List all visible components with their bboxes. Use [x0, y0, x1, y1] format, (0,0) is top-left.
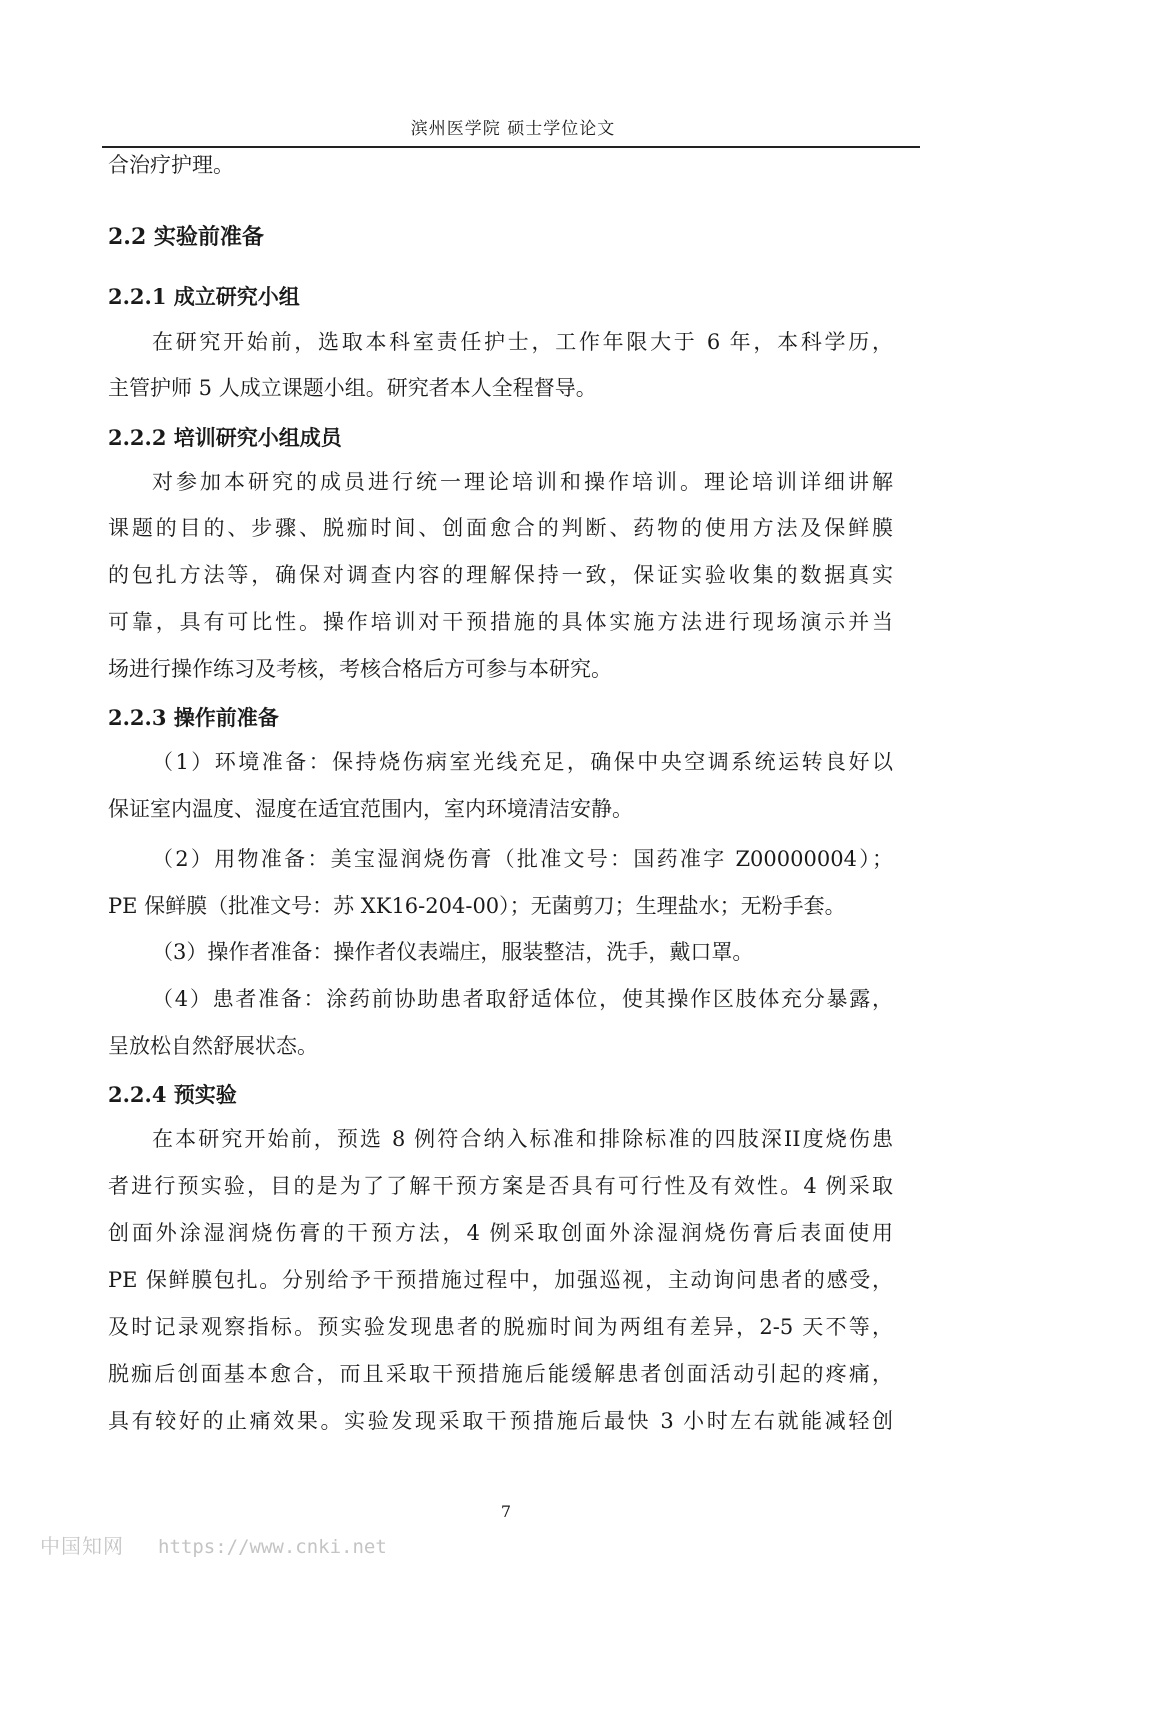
paragraph-line: （3）操作者准备：操作者仪表端庄，服装整洁，洗手，戴口罩。 — [152, 940, 754, 964]
paragraph-line: 在研究开始前，选取本科室责任护士，工作年限大于 6 年，本科学历， — [152, 330, 893, 354]
paragraph-line: 及时记录观察指标。预实验发现患者的脱痂时间为两组有差异，2-5 天不等， — [108, 1315, 893, 1339]
watermark-url: https://www.cnki.net — [158, 1536, 387, 1558]
paragraph-line: 脱痂后创面基本愈合，而且采取干预措施后能缓解患者创面活动引起的疼痛， — [108, 1362, 893, 1386]
paragraph-line: 保证室内温度、湿度在适宜范围内，室内环境清洁安静。 — [108, 797, 633, 821]
paragraph-line: 的包扎方法等，确保对调查内容的理解保持一致，保证实验收集的数据真实 — [108, 563, 893, 587]
section-heading-2-2-3: 2.2.3 操作前准备 — [108, 705, 279, 730]
paragraph-line: （2）用物准备：美宝湿润烧伤膏（批准文号：国药准字 Z00000004）； — [152, 847, 893, 871]
cnki-watermark — [40, 1530, 387, 1559]
section-heading-2-2: 2.2 实验前准备 — [108, 224, 264, 250]
paragraph-line: 者进行预实验，目的是为了了解干预方案是否具有可行性及有效性。4 例采取 — [108, 1174, 893, 1198]
paragraph-line: 课题的目的、步骤、脱痂时间、创面愈合的判断、药物的使用方法及保鲜膜 — [108, 516, 893, 540]
paragraph-line: 场进行操作练习及考核，考核合格后方可参与本研究。 — [108, 657, 612, 681]
section-heading-2-2-2: 2.2.2 培训研究小组成员 — [108, 425, 342, 450]
paragraph-line: （1）环境准备：保持烧伤病室光线充足，确保中央空调系统运转良好以 — [152, 750, 893, 774]
paragraph-line: 对参加本研究的成员进行统一理论培训和操作培训。理论培训详细讲解 — [152, 470, 893, 494]
watermark-logo: 中国知网 — [40, 1534, 124, 1558]
paragraph-line: 具有较好的止痛效果。实验发现采取干预措施后最快 3 小时左右就能减轻创 — [108, 1409, 893, 1433]
running-header: 滨州医学院 硕士学位论文 — [410, 119, 616, 139]
page-number: 7 — [500, 1502, 512, 1521]
header-rule — [102, 146, 920, 148]
paragraph-line: 在本研究开始前，预选 8 例符合纳入标准和排除标准的四肢深II度烧伤患 — [152, 1127, 893, 1151]
section-heading-2-2-4: 2.2.4 预实验 — [108, 1082, 237, 1107]
paragraph-line: 呈放松自然舒展状态。 — [108, 1034, 318, 1058]
paragraph-line: 可靠，具有可比性。操作培训对干预措施的具体实施方法进行现场演示并当 — [108, 610, 893, 634]
paragraph-line: 创面外涂湿润烧伤膏的干预方法，4 例采取创面外涂湿润烧伤膏后表面使用 — [108, 1221, 893, 1245]
paragraph-line: PE 保鲜膜包扎。分别给予干预措施过程中，加强巡视，主动询问患者的感受， — [108, 1268, 893, 1292]
paragraph-line: 合治疗护理。 — [108, 153, 234, 177]
paragraph-line: 主管护师 5 人成立课题小组。研究者本人全程督导。 — [108, 376, 597, 400]
section-heading-2-2-1: 2.2.1 成立研究小组 — [108, 284, 300, 309]
paragraph-line: PE 保鲜膜（批准文号：苏 XK16-204-00）；无菌剪刀；生理盐水；无粉手套。 — [108, 894, 846, 918]
paragraph-line: （4）患者准备：涂药前协助患者取舒适体位，使其操作区肢体充分暴露， — [152, 987, 893, 1011]
